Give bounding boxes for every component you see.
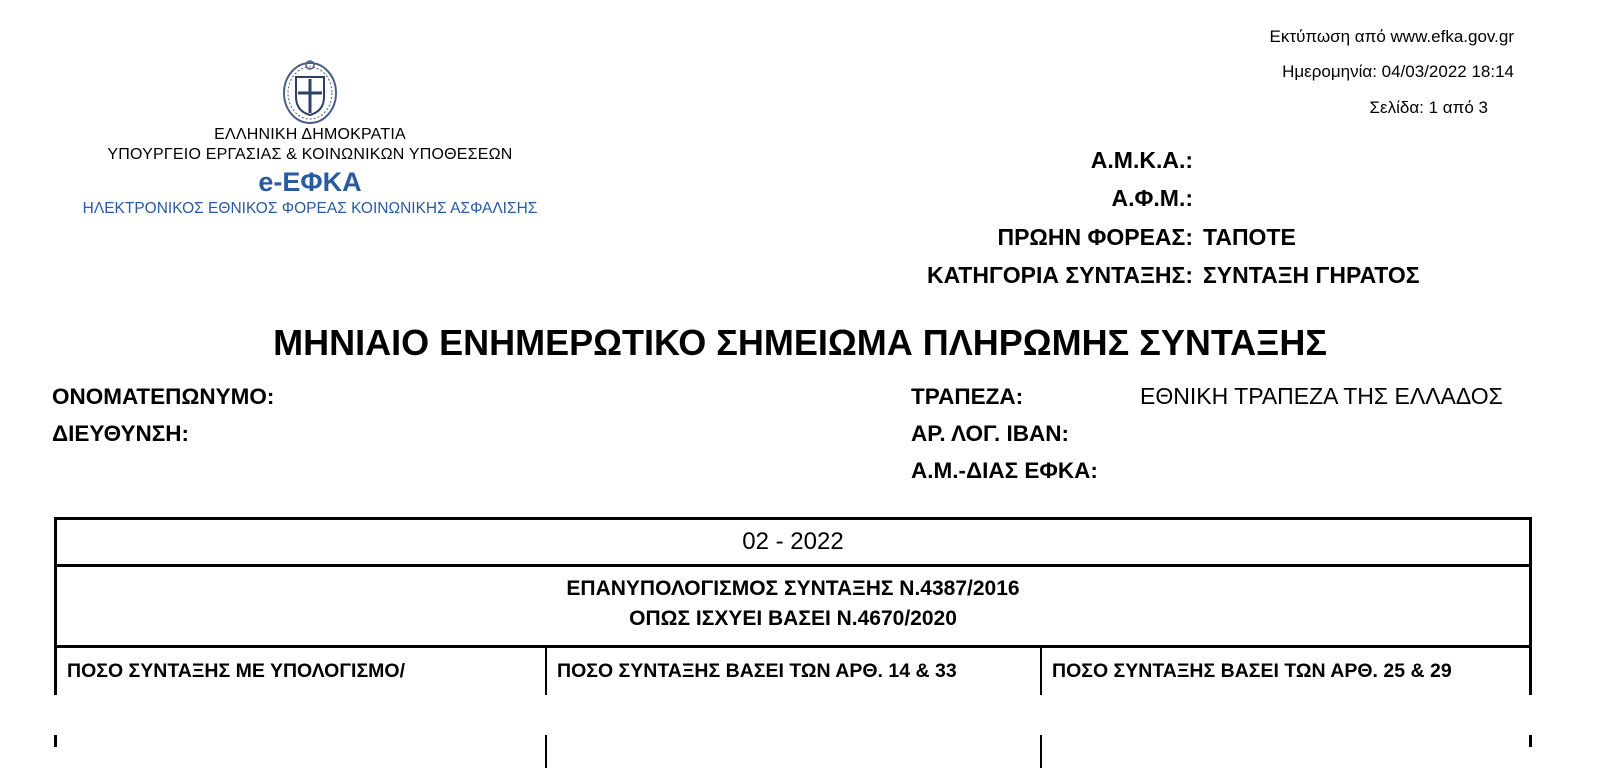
- table-column-header: ΠΟΣΟ ΣΥΝΤΑΞΗΣ ΒΑΣΕΙ ΤΩΝ ΑΡΘ. 14 & 33: [547, 648, 1042, 768]
- former-fund-value: ΤΑΠΟΤΕ: [1203, 224, 1296, 250]
- bank-value: ΕΘΝΙΚΗ ΤΡΑΠΕΖΑ ΤΗΣ ΕΛΛΑΔΟΣ: [1140, 383, 1503, 409]
- pension-category-label: ΚΑΤΗΓΟΡΙΑ ΣΥΝΤΑΞΗΣ:: [927, 262, 1193, 288]
- afm-label: Α.Φ.Μ.:: [1111, 185, 1193, 211]
- printed-from: Εκτύπωση από www.efka.gov.gr: [1269, 27, 1514, 46]
- ministry-name: ΥΠΟΥΡΓΕΙΟ ΕΡΓΑΣΙΑΣ & ΚΟΙΝΩΝΙΚΩΝ ΥΠΟΘΕΣΕΩΝ: [107, 146, 513, 163]
- table-heading-line1: ΕΠΑΝΥΠΟΛΟΓΙΣΜΟΣ ΣΥΝΤΑΞΗΣ Ν.4387/2016: [566, 577, 1020, 600]
- greek-seal-icon: [282, 55, 338, 125]
- efka-full-name: ΗΛΕΚΤΡΟΝΙΚΟΣ ΕΘΝΙΚΟΣ ΦΟΡΕΑΣ ΚΟΙΝΩΝΙΚΗΣ ΑΣΦΑΛΙΣΗΣ: [82, 200, 538, 217]
- table-heading: [57, 567, 1529, 648]
- efka-logo-text: e-ΕΦΚΑ: [258, 167, 362, 197]
- address-label: ΔΙΕΥΘΥΝΣΗ:: [52, 421, 189, 446]
- table-column-header: ΠΟΣΟ ΣΥΝΤΑΞΗΣ ΒΑΣΕΙ ΤΩΝ ΑΡΘ. 25 & 29: [1052, 660, 1452, 682]
- name-label: ΟΝΟΜΑΤΕΠΩΝΥΜΟ:: [52, 384, 275, 409]
- print-date: Ημερομηνία: 04/03/2022 18:14: [1282, 62, 1514, 81]
- pension-category-value: ΣΥΝΤΑΞΗ ΓΗΡΑΤΟΣ: [1203, 262, 1420, 288]
- page-crop-edge: [0, 695, 1600, 735]
- document-title: ΜΗΝΙΑΙΟ ΕΝΗΜΕΡΩΤΙΚΟ ΣΗΜΕΙΩΜΑ ΠΛΗΡΩΜΗΣ ΣΥΝΤΑΞΗΣ: [273, 322, 1327, 363]
- former-fund-label: ΠΡΩΗΝ ΦΟΡΕΑΣ:: [997, 224, 1193, 250]
- table-heading-line2: ΟΠΩΣ ΙΣΧΥΕΙ ΒΑΣΕΙ Ν.4670/2020: [629, 607, 957, 630]
- registry-label: Α.Μ.-ΔΙΑΣ ΕΦΚΑ:: [911, 458, 1098, 483]
- iban-label: ΑΡ. ΛΟΓ. IBAN:: [911, 421, 1069, 446]
- page-number: Σελίδα: 1 από 3: [1369, 98, 1488, 117]
- amka-label: Α.Μ.Κ.Α.:: [1090, 147, 1193, 173]
- bank-label: ΤΡΑΠΕΖΑ:: [911, 384, 1024, 409]
- government-name: ΕΛΛΗΝΙΚΗ ΔΗΜΟΚΡΑΤΙΑ: [214, 126, 406, 143]
- table-column-header: ΠΟΣΟ ΣΥΝΤΑΞΗΣ ΜΕ ΥΠΟΛΟΓΙΣΜΟ/: [57, 648, 547, 768]
- table-period: 02 - 2022: [57, 520, 1529, 567]
- header-logo-block: [60, 55, 560, 219]
